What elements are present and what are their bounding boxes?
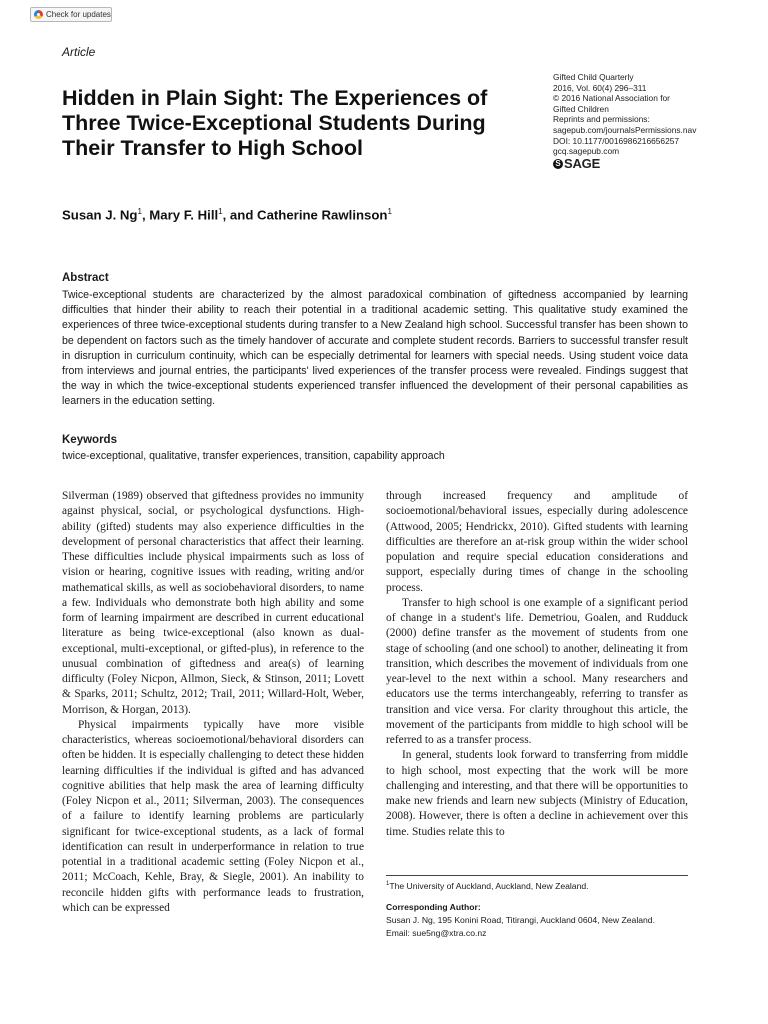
journal-website-link[interactable]: gcq.sagepub.com bbox=[553, 146, 620, 157]
abstract-text: Twice-exceptional students are characterized by the almost paradoxical combination of giftedness accompanied by learning difficulties that hinder their ability to reach their potential in a traditional academic setting. This qualitative study examined the experiences of three twice-exceptional students during transfer to a New Zealand high school. Successful transfer has been shown to be dependent on factors such as the timely handover of accurate and complete student records. Barriers to successful transfer result in disruption in curriculum continuity, which can be especially detrimental for learners with special needs. Using student voice data from interviews and journal entries, the participants' lived experiences of the transfer process were revealed. Findings suggest that the way in which the twice-exceptional students experienced transfer influenced the development of their personal capabilities as learners in the education setting. bbox=[62, 289, 688, 408]
affiliation-text: The University of Auckland, Auckland, New Zealand. bbox=[389, 881, 589, 891]
author-separator: , bbox=[141, 207, 150, 223]
article-title: Hidden in Plain Sight: The Experiences of Three Twice-Exceptional Students During Their Transfer to High School bbox=[62, 86, 488, 160]
copyright-line-2: Gifted Children bbox=[553, 103, 609, 114]
corresponding-author-address: Susan J. Ng, 195 Konini Road, Titirangi, Auckland 0604, New Zealand. bbox=[386, 915, 655, 925]
body-paragraph: Transfer to high school is one example of a significant period of change in a student's life. Demetriou, Goalen, and Rudduck (2000) define transfer as the movement of students from one stage of schooling (and one school) to another, delineating it from transition, which describes the movement of individuals from one year-level to the next within a school. Many researchers and educators use the terms interchangeably, referring to transfer as transition and vice versa. For clarity throughout this article, the movement of the participants from middle to high school will be referred to as a transfer process. bbox=[386, 596, 688, 746]
author-affiliation-mark: 1 bbox=[387, 207, 392, 216]
body-paragraph: In general, students look forward to transferring from middle to high school, most expecting that the work will be more challenging and interesting, and that there will be opportunities to make new friends and learn new subjects (Ministry of Education, 2008). However, there is often a decline in achievement over this time. Studies relate this to bbox=[386, 749, 688, 838]
author-list bbox=[62, 207, 392, 222]
check-for-updates-button[interactable] bbox=[30, 7, 112, 22]
copyright-line: © 2016 National Association for bbox=[553, 93, 670, 104]
crossmark-icon bbox=[34, 10, 43, 19]
body-paragraph: through increased frequency and amplitude of socioemotional/behavioral issues, especially during adolescence (Attwood, 2005; Hendrickx, 2010). Gifted students with learning difficulties are therefore an at-risk group within the wider school population and require special education considerations and support, especially during times of change in the schooling process. bbox=[386, 490, 688, 594]
doi-link[interactable]: DOI: 10.1177/0016986216656257 bbox=[553, 135, 680, 146]
author-separator: , and bbox=[222, 207, 258, 223]
body-paragraph: Silverman (1989) observed that giftedness provides no immunity against physical, social, or psychological dysfunctions. High-ability (gifted) students may also experience difficulties in the development of personal characteristics that affect their learning. These difficulties include physical impairments such as loss of vision or hearing, cognitive issues with reading, writing and/or mathematical skills, as well as sociobehavioral disorders, to name a few. Individuals who demonstrate both high ability and some form of learning impairment are described in current educational literature as being twice-exceptional (also known as dual-exceptional, multi-exceptional, or gifted-plus), in reference to the unusual combination of giftedness and area(s) of learning difficulty (Foley Nicpon, Allmon, Sieck, & Stinson, 2011; Lovett & Sparks, 2011; Schultz, 2012; Trail, 2011; Willard-Holt, Weber, Morrison, & Horgan, 2013). bbox=[62, 490, 364, 716]
keywords-text: twice-exceptional, qualitative, transfer experiences, transition, capability approach bbox=[62, 450, 445, 462]
author-affiliation-mark: 1 bbox=[137, 207, 142, 216]
body-paragraph: Physical impairments typically have more visible characteristics, whereas socioemotional/behavioral disorders can often be hidden. It is especially challenging to detect these hidden learning difficulties if the individual is gifted and has advanced cognitive abilities that help mask the area of learning difficulty (Foley Nicpon et al., 2011; Silverman, 2003). The consequences of a failure to identify learning problems are particularly significant for twice-exceptional students, as a lack of formal identification can result in underperformance in relation to true potential in a traditional academic setting (Foley Nicpon et al., 2011; McCoach, Kehle, Bray, & Siegle, 2001). An inability to reconcile hidden gifts with performance leads to frustration, which can be expressed bbox=[62, 718, 364, 914]
journal-name: Gifted Child Quarterly bbox=[553, 72, 634, 82]
author-name: Mary F. Hill bbox=[149, 207, 219, 223]
corresponding-author-email[interactable]: Email: sue5ng@xtra.co.nz bbox=[386, 928, 487, 938]
publisher-logo bbox=[553, 155, 733, 171]
keywords-heading: Keywords bbox=[62, 434, 117, 446]
author-name: Susan J. Ng bbox=[62, 207, 138, 223]
corresponding-author-heading: Corresponding Author: bbox=[386, 902, 481, 912]
journal-info bbox=[553, 72, 733, 169]
sage-logo-icon: S bbox=[553, 159, 563, 169]
journal-volume: 2016, Vol. 60(4) 296–311 bbox=[553, 82, 647, 93]
abstract-heading: Abstract bbox=[62, 272, 109, 284]
body-column-left bbox=[62, 489, 364, 916]
affiliation-footnote bbox=[386, 881, 589, 891]
permissions-link[interactable]: sagepub.com/journalsPermissions.nav bbox=[553, 124, 697, 135]
check-for-updates-label: Check for updates bbox=[46, 10, 111, 19]
reprints-label: Reprints and permissions: bbox=[553, 114, 650, 125]
body-column-right bbox=[386, 489, 688, 840]
publisher-name: SAGE bbox=[564, 155, 601, 171]
footnote-divider bbox=[386, 875, 688, 876]
affiliation-mark: 1 bbox=[386, 881, 390, 888]
article-type-label: Article bbox=[62, 45, 96, 59]
author-affiliation-mark: 1 bbox=[218, 207, 223, 216]
author-name: Catherine Rawlinson bbox=[257, 207, 388, 223]
